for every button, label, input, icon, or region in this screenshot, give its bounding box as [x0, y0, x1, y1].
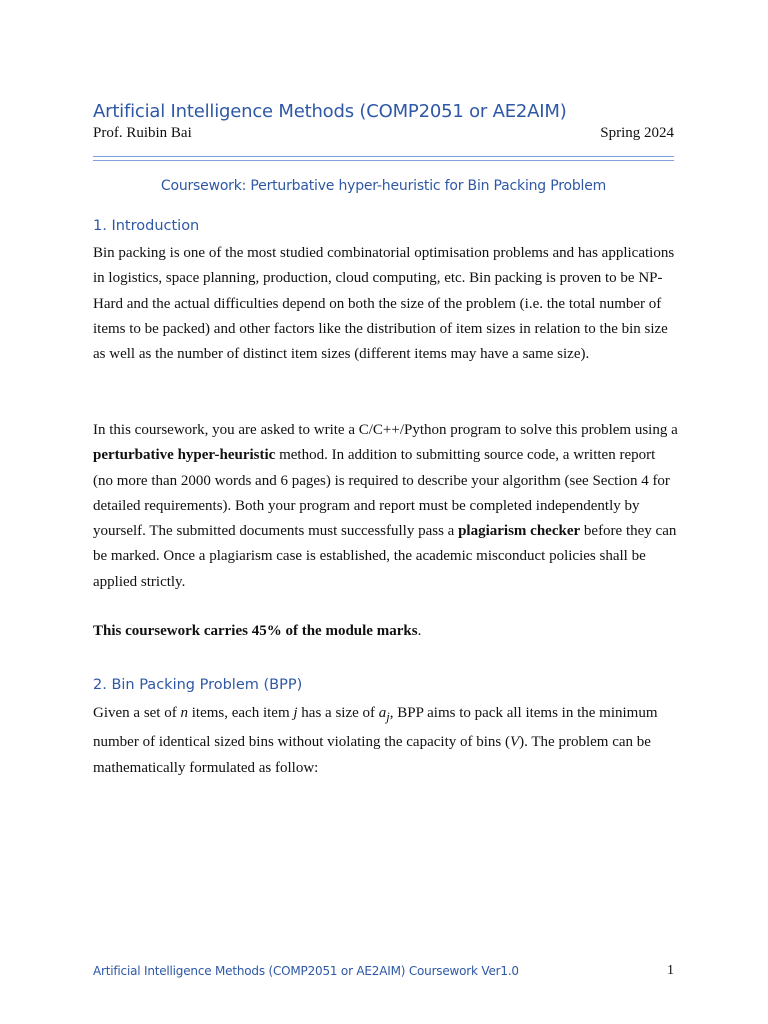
header-rule [93, 156, 674, 157]
section-heading-introduction: 1. Introduction [93, 218, 200, 234]
bold-term-plagiarism-checker: plagiarism checker [458, 523, 581, 540]
text-run: method. In addition to submitting source code, a written report (no more than 2000 words and 6 pages) is required to describe your algorithm (see Section 4 for detailed requirements). Both your program and report must be completed independently by yourself. The submitted documents must successfully pass a [93, 447, 670, 540]
bold-term-hyper-heuristic: perturbative hyper-heuristic [93, 447, 276, 464]
footer-text: Artificial Intelligence Methods (COMP2051 or AE2AIM) Coursework Ver1.0 [93, 964, 519, 978]
page-number: 1 [667, 963, 674, 978]
coursework-title: Coursework: Perturbative hyper-heuristic for Bin Packing Problem [160, 178, 607, 194]
text-run: In this coursework, you are asked to write a C/C++/Python program to solve this problem using a [93, 422, 678, 438]
marks-statement [93, 619, 678, 644]
var-v: V [509, 734, 520, 751]
bpp-paragraph [93, 701, 678, 781]
text-run: before they can be marked. Once a plagiarism case is established, the academic misconduct policies shall be applied strictly. [93, 523, 677, 590]
term-label: Spring 2024 [600, 125, 674, 141]
var-a-subscript: j [386, 710, 390, 724]
author-name: Prof. Ruibin Bai [93, 125, 192, 141]
var-j: j [293, 705, 298, 721]
var-a: a [378, 705, 387, 721]
header-rule-secondary [93, 160, 674, 161]
text-run: ). The problem can be mathematically formulated as follow: [93, 734, 651, 776]
text-run: , BPP aims to pack all items in the minimum number of identical sized bins without violating the capacity of bins ( [93, 705, 658, 751]
intro-paragraph-1: Bin packing is one of the most studied combinatorial optimisation problems and has applications in logistics, space planning, production, cloud computing, etc. Bin packing is proven to be NP-Hard and the actual difficulties depend on both the size of the problem (i.e. the total number of items to be packed) and other factors like the distribution of item sizes in relation to the bin size as well as the number of distinct item sizes (different items may have a same size). [93, 245, 675, 363]
text-run: items, each item [187, 705, 294, 721]
intro-paragraph-2 [93, 418, 678, 595]
text-run: has a size of [297, 705, 379, 721]
text-run: Given a set of [93, 705, 181, 721]
marks-statement-bold: This coursework carries 45% of the module marks [93, 623, 418, 639]
section-heading-bpp: 2. Bin Packing Problem (BPP) [93, 677, 303, 693]
marks-statement-end: . [417, 623, 422, 639]
var-n: n [180, 705, 188, 721]
document-title: Artificial Intelligence Methods (COMP2051 or AE2AIM) [93, 101, 567, 122]
